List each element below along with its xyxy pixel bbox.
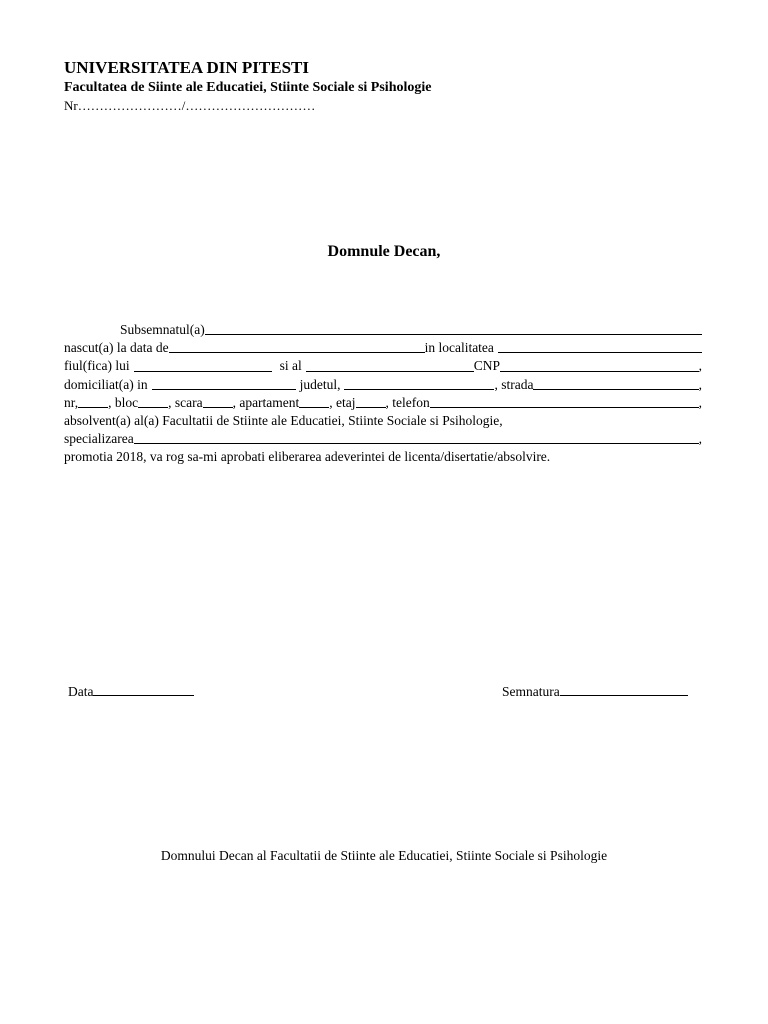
body-line-7	[64, 430, 702, 448]
telefon-field[interactable]	[430, 407, 699, 408]
label-street: , strada	[494, 376, 534, 392]
label-specializare: specializarea	[64, 431, 134, 447]
label-mother: si al	[279, 358, 302, 374]
label-telefon: , telefon	[385, 394, 430, 410]
birth-date-field[interactable]	[169, 352, 425, 353]
label-bloc: , bloc	[108, 394, 139, 410]
body-line-6	[64, 412, 702, 430]
body-line-1	[64, 321, 702, 339]
label-date: Data	[68, 684, 94, 699]
signature-block	[502, 684, 688, 700]
street-field[interactable]	[533, 389, 698, 390]
mother-name-field[interactable]	[306, 371, 474, 372]
label-locality: in localitatea	[424, 340, 494, 356]
body-line-5	[64, 394, 702, 412]
label-scara: , scara	[168, 394, 203, 410]
label-apartament: , apartament	[232, 394, 300, 410]
request-body	[64, 321, 702, 467]
father-name-field[interactable]	[134, 371, 272, 372]
label-etaj: , etaj	[329, 394, 356, 410]
cnp-field[interactable]	[500, 371, 699, 372]
label-county: judetul,	[299, 376, 341, 392]
request-statement: promotia 2018, va rog sa-mi aprobati eliberarea adeverintei de licenta/disertatie/absolvire.	[64, 449, 551, 465]
bloc-field[interactable]	[138, 407, 168, 408]
faculty-name: Facultatea de Siinte ale Educatiei, Stiinte Sociale si Psihologie	[64, 80, 432, 95]
comma: ,	[698, 431, 702, 447]
domicile-field[interactable]	[152, 389, 296, 390]
body-line-3	[64, 357, 702, 375]
label-domicile: domiciliat(a) in	[64, 376, 148, 392]
signature-field[interactable]	[560, 695, 688, 696]
comma: ,	[698, 358, 702, 374]
name-field[interactable]	[205, 334, 702, 335]
body-line-2	[64, 339, 702, 357]
label-cnp: CNP	[473, 358, 500, 374]
apartament-field[interactable]	[299, 407, 329, 408]
label-birth-date: nascut(a) la data de	[64, 340, 169, 356]
addressee-footer: Domnului Decan al Facultatii de Stiinte ale Educatiei, Stiinte Sociale si Psihologie	[160, 848, 608, 863]
etaj-field[interactable]	[356, 407, 386, 408]
comma: ,	[698, 394, 702, 410]
label-father: fiul(fica) lui	[64, 358, 130, 374]
scara-field[interactable]	[203, 407, 233, 408]
comma: ,	[698, 376, 702, 392]
document-title: Domnule Decan,	[327, 243, 441, 260]
county-field[interactable]	[344, 389, 494, 390]
specializare-field[interactable]	[134, 443, 699, 444]
label-subsemnatul: Subsemnatul(a)	[120, 321, 205, 337]
graduate-statement: absolvent(a) al(a) Facultatii de Stiinte ale Educatiei, Stiinte Sociale si Psihologie,	[64, 412, 503, 428]
body-line-8	[64, 448, 702, 466]
date-field[interactable]	[93, 695, 194, 696]
date-block	[68, 684, 194, 700]
registration-number-line: Nr……………………/…………………………	[64, 98, 316, 113]
nr-field[interactable]	[78, 407, 108, 408]
body-line-4	[64, 376, 702, 394]
label-nr: nr,	[64, 394, 79, 410]
university-name: UNIVERSITATEA DIN PITESTI	[64, 58, 309, 77]
birth-locality-field[interactable]	[498, 352, 702, 353]
label-signature: Semnatura	[502, 684, 560, 699]
